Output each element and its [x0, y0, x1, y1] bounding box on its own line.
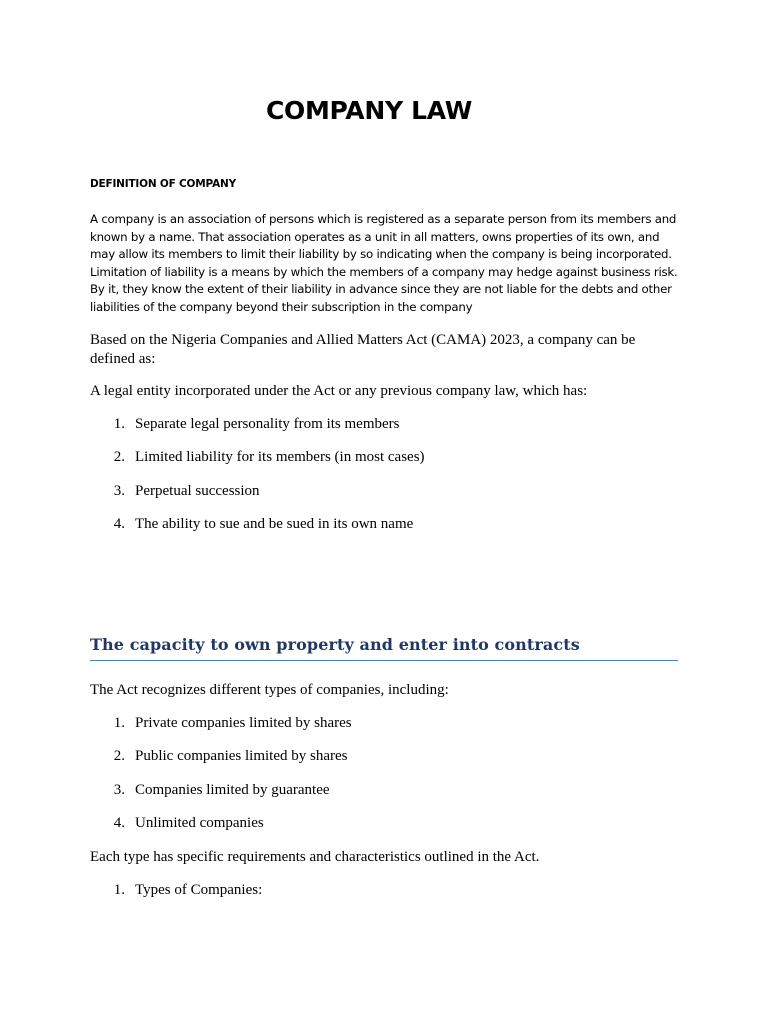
document-title: COMPANY LAW — [265, 96, 472, 125]
each-type-paragraph: Each type has specific requirements and characteristics outlined in the Act. — [90, 849, 540, 865]
list-text: Public companies limited by shares — [135, 748, 348, 765]
list-text: Types of Companies: — [135, 882, 263, 898]
list-text: Separate legal personality from its members — [135, 416, 400, 432]
cama-paragraph: Based on the Nigeria Companies and Allied Matters Act (CAMA) 2023, a company can be defined as: — [90, 332, 636, 367]
list-number: 2. — [113, 748, 125, 765]
heading-underline — [90, 660, 678, 661]
list-number: 4. — [113, 516, 125, 533]
list-number: 3. — [113, 781, 125, 798]
list-text: Companies limited by guarantee — [135, 781, 330, 798]
entity-paragraph: A legal entity incorporated under the Act or any previous company law, which has: — [90, 383, 588, 399]
list-number: 3. — [113, 482, 125, 499]
list-text: Limited liability for its members (in most cases) — [135, 449, 425, 466]
capacity-heading: The capacity to own property and enter into contracts — [90, 635, 580, 654]
definition-paragraph: A company is an association of persons which is registered as a separate person from its members and known by a name. That association operates as a unit in all matters, owns properties of its own, and may allow its members to limit their liability by so indicating when the company is being incorporated. Limitation of liability is a means by which the members of a company may hedge against business risk. By it, they know the extent of their liability in advance since they are not liable for the debts and other liabilities of the company beyond their subscription in the company — [90, 212, 678, 314]
list-number: 1. — [113, 416, 125, 432]
list-text: Private companies limited by shares — [135, 715, 352, 731]
list-number: 4. — [113, 815, 125, 832]
types-intro-paragraph: The Act recognizes different types of companies, including: — [90, 682, 449, 698]
list-text: Unlimited companies — [135, 815, 264, 832]
list-text: The ability to sue and be sued in its own name — [135, 516, 414, 533]
list-number: 1. — [113, 882, 125, 898]
list-number: 1. — [113, 715, 125, 731]
list-text: Perpetual succession — [135, 482, 260, 499]
definition-heading: DEFINITION OF COMPANY — [90, 178, 236, 190]
list-number: 2. — [113, 449, 125, 466]
